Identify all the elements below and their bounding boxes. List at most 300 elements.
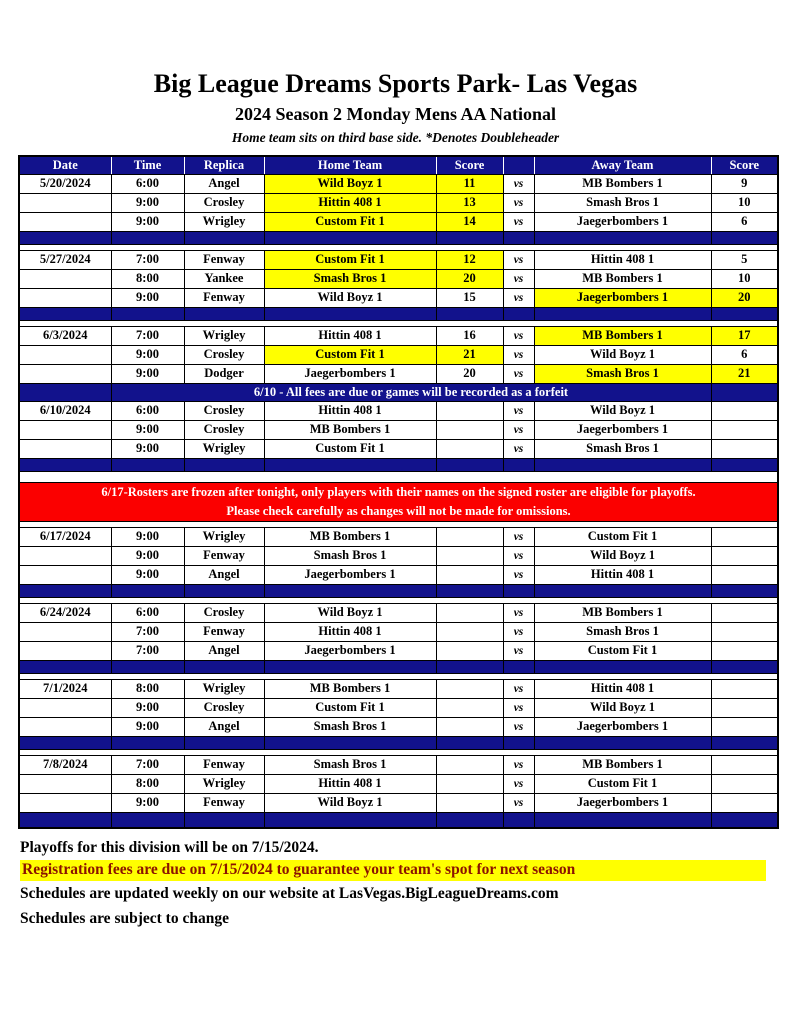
replica-cell: Dodger xyxy=(184,364,264,383)
time-cell: 7:00 xyxy=(111,326,184,345)
replica-cell: Wrigley xyxy=(184,679,264,698)
spacer-cell xyxy=(19,736,111,749)
away-team-cell: Wild Boyz 1 xyxy=(534,401,711,420)
game-row xyxy=(19,565,778,584)
home-score-cell: 20 xyxy=(436,364,503,383)
spacer-cell xyxy=(264,458,436,471)
home-team-cell: Wild Boyz 1 xyxy=(264,174,436,193)
away-team-cell: MB Bombers 1 xyxy=(534,755,711,774)
home-score-cell xyxy=(436,774,503,793)
vs-label-cell: vs xyxy=(503,793,534,812)
time-cell: 7:00 xyxy=(111,641,184,660)
date-cell xyxy=(19,793,111,812)
away-team-cell: MB Bombers 1 xyxy=(534,269,711,288)
away-score-cell xyxy=(711,546,778,565)
away-score-cell xyxy=(711,603,778,622)
time-cell: 6:00 xyxy=(111,401,184,420)
replica-cell: Angel xyxy=(184,174,264,193)
replica-cell: Crosley xyxy=(184,698,264,717)
spacer-cell xyxy=(534,584,711,597)
divider-row xyxy=(19,736,778,749)
spacer-cell xyxy=(503,736,534,749)
date-cell xyxy=(19,622,111,641)
time-cell: 9:00 xyxy=(111,420,184,439)
home-score-cell: 14 xyxy=(436,212,503,231)
spacer-cell xyxy=(503,660,534,673)
game-row xyxy=(19,698,778,717)
spacer-cell xyxy=(264,812,436,828)
date-cell: 6/17/2024 xyxy=(19,527,111,546)
home-team-cell: Custom Fit 1 xyxy=(264,250,436,269)
home-team-cell: Smash Bros 1 xyxy=(264,755,436,774)
spacer-cell xyxy=(503,584,534,597)
away-score-cell xyxy=(711,793,778,812)
home-score-cell xyxy=(436,401,503,420)
date-cell xyxy=(19,717,111,736)
away-score-cell: 17 xyxy=(711,326,778,345)
home-team-cell: Jaegerbombers 1 xyxy=(264,565,436,584)
home-score-cell xyxy=(436,546,503,565)
vs-label-cell: vs xyxy=(503,717,534,736)
col-header-vs xyxy=(503,156,534,175)
game-row xyxy=(19,527,778,546)
time-cell: 6:00 xyxy=(111,174,184,193)
replica-cell: Angel xyxy=(184,717,264,736)
roster-freeze-banner-line: 6/17-Rosters are frozen after tonight, only players with their names on the signed roster are eligible for playoffs. xyxy=(101,484,696,499)
game-row xyxy=(19,439,778,458)
vs-label-cell: vs xyxy=(503,622,534,641)
away-score-cell: 10 xyxy=(711,269,778,288)
time-cell: 9:00 xyxy=(111,527,184,546)
spacer-cell xyxy=(711,584,778,597)
spacer-cell xyxy=(184,812,264,828)
col-header-home-score: Score xyxy=(436,156,503,175)
spacer-cell xyxy=(711,458,778,471)
game-row xyxy=(19,364,778,383)
spacer-cell xyxy=(111,458,184,471)
spacer-cell xyxy=(19,307,111,320)
away-team-cell: Hittin 408 1 xyxy=(534,565,711,584)
date-cell xyxy=(19,212,111,231)
time-cell: 7:00 xyxy=(111,250,184,269)
playoffs-note: Playoffs for this division will be on 7/15/2024. xyxy=(20,838,319,856)
spacer-cell xyxy=(264,660,436,673)
date-cell: 5/20/2024 xyxy=(19,174,111,193)
divider-row xyxy=(19,231,778,244)
vs-label-cell: vs xyxy=(503,641,534,660)
vs-label-cell: vs xyxy=(503,212,534,231)
spacer-cell xyxy=(264,736,436,749)
vs-label-cell: vs xyxy=(503,679,534,698)
vs-label-cell: vs xyxy=(503,565,534,584)
time-cell: 9:00 xyxy=(111,212,184,231)
away-team-cell: MB Bombers 1 xyxy=(534,326,711,345)
away-score-cell xyxy=(711,774,778,793)
date-cell xyxy=(19,546,111,565)
home-team-cell: Wild Boyz 1 xyxy=(264,288,436,307)
home-team-cell: Jaegerbombers 1 xyxy=(264,364,436,383)
away-team-cell: Jaegerbombers 1 xyxy=(534,288,711,307)
away-team-cell: Smash Bros 1 xyxy=(534,364,711,383)
date-cell xyxy=(19,345,111,364)
home-team-cell: MB Bombers 1 xyxy=(264,527,436,546)
replica-cell: Crosley xyxy=(184,420,264,439)
replica-cell: Crosley xyxy=(184,401,264,420)
game-row xyxy=(19,641,778,660)
home-score-cell: 15 xyxy=(436,288,503,307)
home-score-cell: 13 xyxy=(436,193,503,212)
spacer-cell xyxy=(503,231,534,244)
fees-due-banner-text: 6/10 - All fees are due or games will be recorded as a forfeit xyxy=(111,383,711,401)
date-cell xyxy=(19,698,111,717)
away-team-cell: Smash Bros 1 xyxy=(534,193,711,212)
away-score-cell xyxy=(711,641,778,660)
divider-row xyxy=(19,584,778,597)
replica-cell: Angel xyxy=(184,641,264,660)
away-team-cell: Wild Boyz 1 xyxy=(534,698,711,717)
website-note: Schedules are updated weekly on our website at LasVegas.BigLeagueDreams.com xyxy=(20,885,559,903)
time-cell: 8:00 xyxy=(111,679,184,698)
spacer-cell xyxy=(436,584,503,597)
season-subtitle: 2024 Season 2 Monday Mens AA National xyxy=(234,103,557,124)
replica-cell: Fenway xyxy=(184,546,264,565)
col-header-away-score: Score xyxy=(711,156,778,175)
game-row xyxy=(19,212,778,231)
spacer-cell xyxy=(19,584,111,597)
away-score-cell: 20 xyxy=(711,288,778,307)
time-cell: 6:00 xyxy=(111,603,184,622)
replica-cell: Fenway xyxy=(184,250,264,269)
away-score-cell xyxy=(711,679,778,698)
replica-cell: Angel xyxy=(184,565,264,584)
spacer-cell xyxy=(436,812,503,828)
away-score-cell: 6 xyxy=(711,345,778,364)
date-cell xyxy=(19,269,111,288)
time-cell: 9:00 xyxy=(111,546,184,565)
replica-cell: Fenway xyxy=(184,288,264,307)
spacer-cell xyxy=(111,231,184,244)
game-row xyxy=(19,250,778,269)
date-cell: 7/8/2024 xyxy=(19,755,111,774)
home-score-cell xyxy=(436,565,503,584)
away-team-cell: Hittin 408 1 xyxy=(534,679,711,698)
time-cell: 9:00 xyxy=(111,345,184,364)
date-cell xyxy=(19,193,111,212)
spacer-cell xyxy=(711,812,778,828)
away-team-cell: Smash Bros 1 xyxy=(534,622,711,641)
game-row xyxy=(19,603,778,622)
game-row xyxy=(19,679,778,698)
column-header-row xyxy=(19,156,778,175)
game-row xyxy=(19,774,778,793)
home-score-cell: 21 xyxy=(436,345,503,364)
home-score-cell xyxy=(436,755,503,774)
home-score-cell xyxy=(436,641,503,660)
game-row xyxy=(19,793,778,812)
away-score-cell xyxy=(711,420,778,439)
home-team-cell: MB Bombers 1 xyxy=(264,420,436,439)
replica-cell: Yankee xyxy=(184,269,264,288)
spacer-cell xyxy=(711,736,778,749)
spacer-cell xyxy=(711,660,778,673)
replica-cell: Wrigley xyxy=(184,527,264,546)
date-cell: 6/3/2024 xyxy=(19,326,111,345)
spacer-cell xyxy=(534,660,711,673)
spacer-cell xyxy=(534,812,711,828)
date-cell: 6/24/2024 xyxy=(19,603,111,622)
away-score-cell xyxy=(711,565,778,584)
away-score-cell xyxy=(711,527,778,546)
sheet-header xyxy=(0,70,791,146)
spacer-cell xyxy=(711,231,778,244)
replica-cell: Wrigley xyxy=(184,774,264,793)
away-team-cell: Custom Fit 1 xyxy=(534,774,711,793)
away-score-cell xyxy=(711,755,778,774)
game-row xyxy=(19,288,778,307)
spacer-cell xyxy=(534,458,711,471)
date-cell: 6/10/2024 xyxy=(19,401,111,420)
time-cell: 9:00 xyxy=(111,565,184,584)
away-team-cell: Wild Boyz 1 xyxy=(534,546,711,565)
replica-cell: Wrigley xyxy=(184,326,264,345)
spacer-cell xyxy=(19,812,111,828)
time-cell: 9:00 xyxy=(111,698,184,717)
schedule-table xyxy=(18,155,779,829)
away-team-cell: Custom Fit 1 xyxy=(534,527,711,546)
vs-label-cell: vs xyxy=(503,420,534,439)
date-cell xyxy=(19,565,111,584)
away-team-cell: MB Bombers 1 xyxy=(534,603,711,622)
home-score-cell xyxy=(436,698,503,717)
date-cell xyxy=(19,420,111,439)
vs-label-cell: vs xyxy=(503,603,534,622)
time-cell: 9:00 xyxy=(111,364,184,383)
home-score-cell xyxy=(436,679,503,698)
home-team-cell: Custom Fit 1 xyxy=(264,439,436,458)
away-team-cell: Jaegerbombers 1 xyxy=(534,212,711,231)
home-team-cell: Hittin 408 1 xyxy=(264,774,436,793)
home-team-cell: Smash Bros 1 xyxy=(264,717,436,736)
spacer-cell xyxy=(436,231,503,244)
away-score-cell xyxy=(711,401,778,420)
vs-label-cell: vs xyxy=(503,250,534,269)
away-team-cell: Custom Fit 1 xyxy=(534,641,711,660)
spacer-cell xyxy=(19,660,111,673)
spacer-cell xyxy=(436,458,503,471)
vs-label-cell: vs xyxy=(503,345,534,364)
away-team-cell: Smash Bros 1 xyxy=(534,439,711,458)
away-score-cell: 10 xyxy=(711,193,778,212)
game-row xyxy=(19,269,778,288)
vs-label-cell: vs xyxy=(503,546,534,565)
vs-label-cell: vs xyxy=(503,774,534,793)
home-score-cell xyxy=(436,527,503,546)
spacer-cell xyxy=(534,736,711,749)
time-cell: 9:00 xyxy=(111,193,184,212)
away-team-cell: Jaegerbombers 1 xyxy=(534,420,711,439)
vs-label-cell: vs xyxy=(503,326,534,345)
spacer-cell xyxy=(111,736,184,749)
sheet-footer xyxy=(20,837,791,930)
replica-cell: Crosley xyxy=(184,345,264,364)
away-score-cell xyxy=(711,439,778,458)
time-cell: 8:00 xyxy=(111,774,184,793)
roster-freeze-banner-row xyxy=(19,482,778,521)
home-team-cell: Custom Fit 1 xyxy=(264,345,436,364)
home-team-cell: Custom Fit 1 xyxy=(264,698,436,717)
vs-label-cell: vs xyxy=(503,269,534,288)
spacer-cell xyxy=(184,660,264,673)
col-header-date: Date xyxy=(19,156,111,175)
banner-left-cell xyxy=(19,383,111,401)
home-team-cell: Hittin 408 1 xyxy=(264,326,436,345)
spacer-cell xyxy=(111,307,184,320)
replica-cell: Crosley xyxy=(184,193,264,212)
game-row xyxy=(19,174,778,193)
vs-label-cell: vs xyxy=(503,174,534,193)
time-cell: 8:00 xyxy=(111,269,184,288)
divider-row xyxy=(19,458,778,471)
vs-label-cell: vs xyxy=(503,193,534,212)
vs-label-cell: vs xyxy=(503,698,534,717)
vs-label-cell: vs xyxy=(503,401,534,420)
spacer-cell xyxy=(534,231,711,244)
home-score-cell xyxy=(436,603,503,622)
replica-cell: Wrigley xyxy=(184,439,264,458)
time-cell: 9:00 xyxy=(111,288,184,307)
home-score-cell: 11 xyxy=(436,174,503,193)
time-cell: 7:00 xyxy=(111,622,184,641)
game-row xyxy=(19,622,778,641)
home-score-cell xyxy=(436,717,503,736)
replica-cell: Fenway xyxy=(184,622,264,641)
time-cell: 7:00 xyxy=(111,755,184,774)
col-header-time: Time xyxy=(111,156,184,175)
spacer-cell xyxy=(503,812,534,828)
home-score-cell xyxy=(436,439,503,458)
away-team-cell: Jaegerbombers 1 xyxy=(534,793,711,812)
home-score-cell: 20 xyxy=(436,269,503,288)
home-score-cell: 12 xyxy=(436,250,503,269)
spacer-cell xyxy=(111,584,184,597)
spacer-cell xyxy=(436,660,503,673)
date-cell: 5/27/2024 xyxy=(19,250,111,269)
registration-note: Registration fees are due on 7/15/2024 to guarantee your team's spot for next season xyxy=(20,860,766,881)
away-score-cell: 5 xyxy=(711,250,778,269)
home-score-cell xyxy=(436,622,503,641)
page-title: Big League Dreams Sports Park- Las Vegas xyxy=(153,69,638,98)
spacer-cell xyxy=(19,231,111,244)
spacer-cell xyxy=(184,307,264,320)
replica-cell: Wrigley xyxy=(184,212,264,231)
col-header-replica: Replica xyxy=(184,156,264,175)
subject-to-change-note: Schedules are subject to change xyxy=(20,909,229,927)
spacer-cell xyxy=(19,458,111,471)
spacer-cell xyxy=(534,307,711,320)
away-score-cell xyxy=(711,622,778,641)
home-team-cell: Smash Bros 1 xyxy=(264,546,436,565)
away-score-cell: 6 xyxy=(711,212,778,231)
away-score-cell xyxy=(711,698,778,717)
vs-label-cell: vs xyxy=(503,527,534,546)
divider-row xyxy=(19,660,778,673)
away-team-cell: MB Bombers 1 xyxy=(534,174,711,193)
home-team-cell: Hittin 408 1 xyxy=(264,622,436,641)
time-cell: 9:00 xyxy=(111,793,184,812)
home-score-cell xyxy=(436,793,503,812)
divider-row xyxy=(19,307,778,320)
away-score-cell: 21 xyxy=(711,364,778,383)
roster-freeze-banner-line: Please check carefully as changes will not be made for omissions. xyxy=(226,503,571,518)
time-cell: 9:00 xyxy=(111,717,184,736)
home-score-cell xyxy=(436,420,503,439)
away-team-cell: Wild Boyz 1 xyxy=(534,345,711,364)
spacer-cell xyxy=(503,458,534,471)
date-cell xyxy=(19,364,111,383)
fees-due-banner-row xyxy=(19,383,778,401)
date-cell xyxy=(19,439,111,458)
spacer-cell xyxy=(503,307,534,320)
game-row xyxy=(19,401,778,420)
home-score-cell: 16 xyxy=(436,326,503,345)
game-row xyxy=(19,420,778,439)
replica-cell: Crosley xyxy=(184,603,264,622)
away-score-cell: 9 xyxy=(711,174,778,193)
away-team-cell: Jaegerbombers 1 xyxy=(534,717,711,736)
home-team-cell: Custom Fit 1 xyxy=(264,212,436,231)
spacer-cell xyxy=(111,660,184,673)
banner-right-cell xyxy=(711,383,778,401)
home-team-cell: MB Bombers 1 xyxy=(264,679,436,698)
spacer-cell xyxy=(184,458,264,471)
spacer-cell xyxy=(184,584,264,597)
spacer-cell xyxy=(436,736,503,749)
home-team-cell: Hittin 408 1 xyxy=(264,401,436,420)
vs-label-cell: vs xyxy=(503,755,534,774)
game-row xyxy=(19,717,778,736)
home-team-cell: Wild Boyz 1 xyxy=(264,793,436,812)
vs-label-cell: vs xyxy=(503,364,534,383)
game-row xyxy=(19,193,778,212)
roster-freeze-banner-text xyxy=(19,482,778,521)
date-cell xyxy=(19,774,111,793)
home-team-cell: Wild Boyz 1 xyxy=(264,603,436,622)
replica-cell: Fenway xyxy=(184,755,264,774)
home-team-tagline: Home team sits on third base side. *Denotes Doubleheader xyxy=(231,129,560,145)
final-divider-row xyxy=(19,812,778,828)
spacer-cell xyxy=(264,584,436,597)
vs-label-cell: vs xyxy=(503,439,534,458)
game-row xyxy=(19,755,778,774)
spacer-cell xyxy=(111,812,184,828)
spacer-cell xyxy=(264,307,436,320)
game-row xyxy=(19,546,778,565)
away-score-cell xyxy=(711,717,778,736)
spacer-cell xyxy=(264,231,436,244)
spacer-cell xyxy=(711,307,778,320)
replica-cell: Fenway xyxy=(184,793,264,812)
date-cell: 7/1/2024 xyxy=(19,679,111,698)
spacer-cell xyxy=(436,307,503,320)
col-header-away-team: Away Team xyxy=(534,156,711,175)
spacer-cell xyxy=(184,736,264,749)
spacer-cell xyxy=(184,231,264,244)
date-cell xyxy=(19,641,111,660)
game-row xyxy=(19,326,778,345)
vs-label-cell: vs xyxy=(503,288,534,307)
schedule-table-body xyxy=(19,174,778,828)
away-team-cell: Hittin 408 1 xyxy=(534,250,711,269)
